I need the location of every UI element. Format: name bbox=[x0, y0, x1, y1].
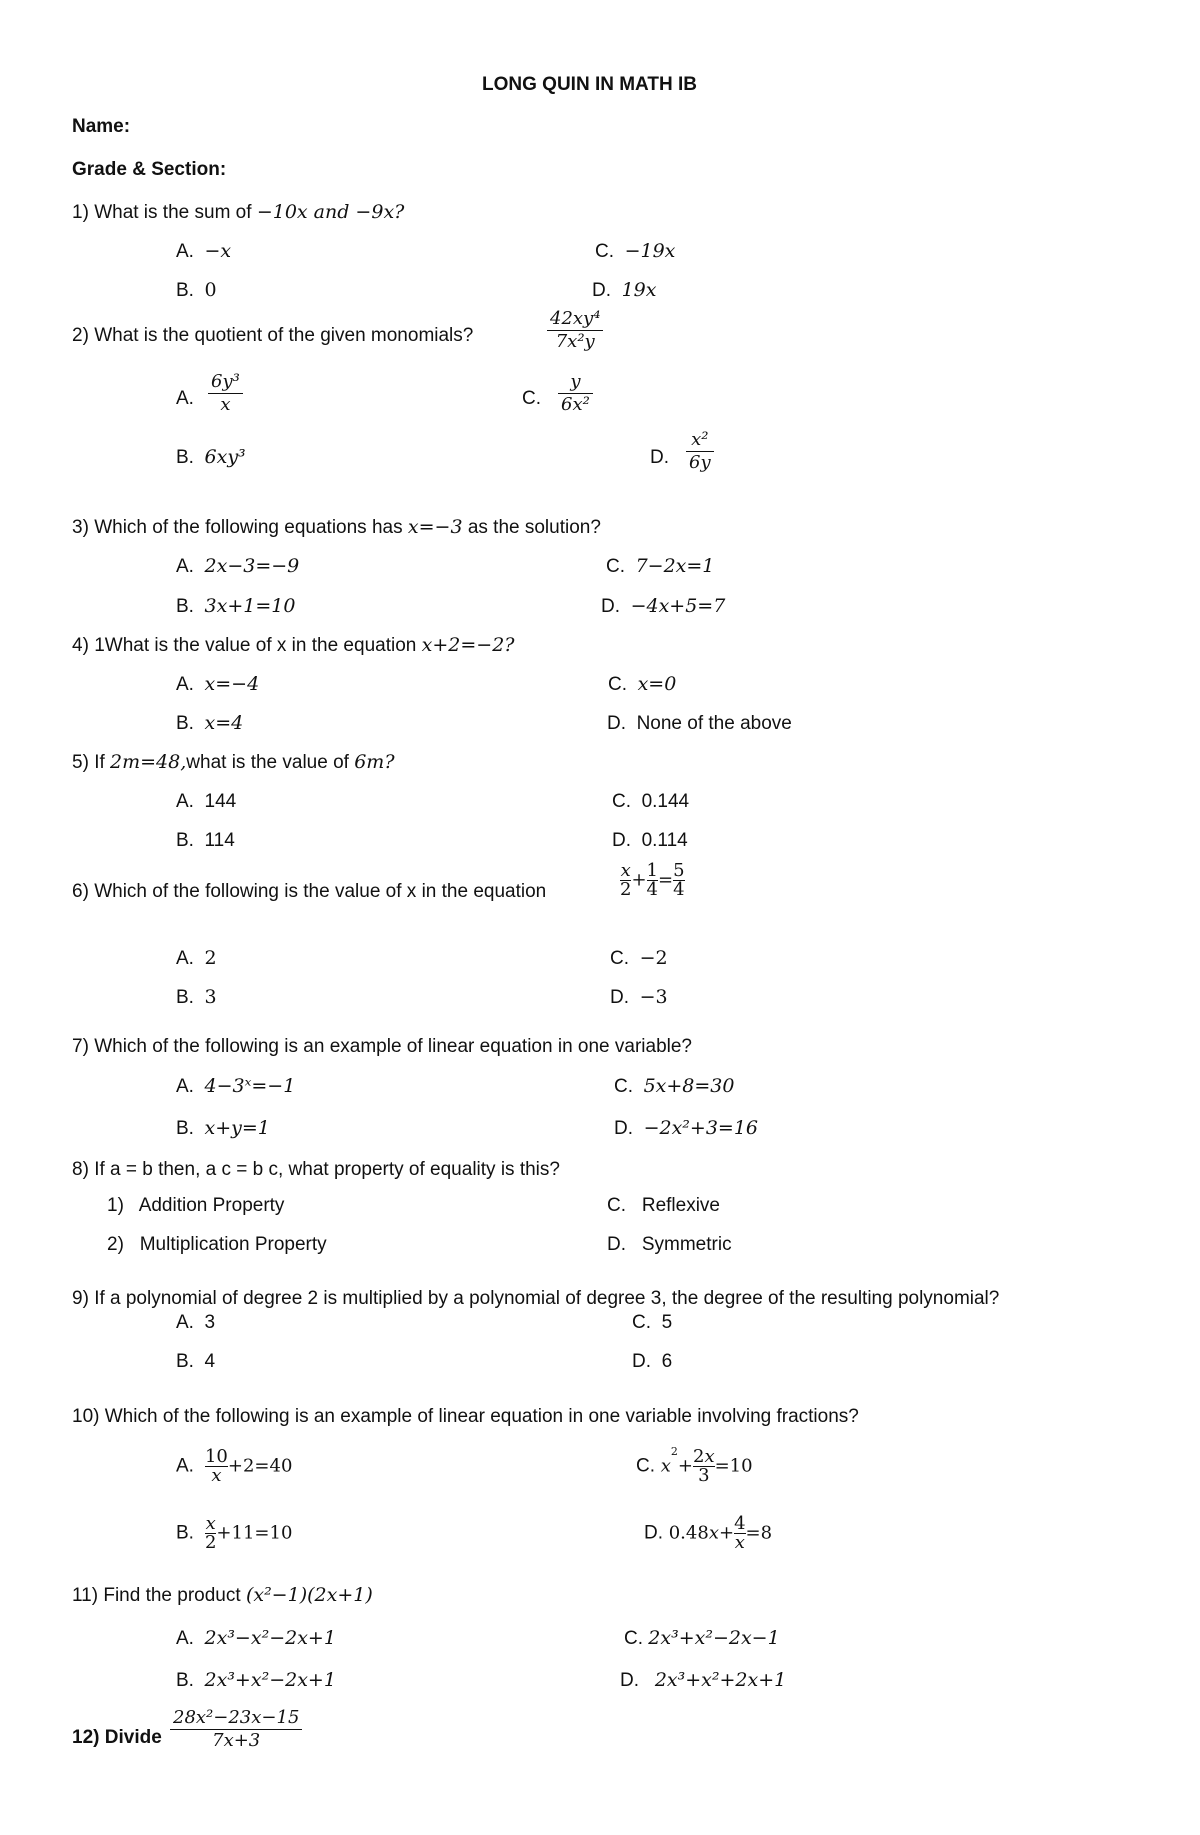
q3-choice-d[interactable]: D. −4x+5=7 bbox=[601, 595, 726, 617]
q2-choice-c-letter[interactable]: C. bbox=[522, 388, 541, 409]
q4-choice-c[interactable]: C. x=0 bbox=[608, 673, 677, 695]
q11-choice-b[interactable]: B. 2x³+x²−2x+1 bbox=[176, 1669, 336, 1691]
question-8: 8) If a = b then, a c = b c, what property of equality is this? bbox=[72, 1159, 560, 1180]
q6-equation: $\frac{x}{2}$ + $\frac{1}{4}$ = $\frac{5}{4}$ bbox=[620, 860, 685, 900]
q2-choice-c[interactable]: y 6x² bbox=[558, 372, 593, 415]
q4-choice-d[interactable]: D. None of the above bbox=[607, 713, 792, 734]
q1-choice-a[interactable]: A. −x bbox=[176, 240, 232, 262]
q5-choice-b[interactable]: B. 114 bbox=[176, 830, 235, 851]
q8-choice-d[interactable]: D. Symmetric bbox=[607, 1234, 732, 1255]
q9-choice-a[interactable]: A. 3 bbox=[176, 1312, 216, 1333]
q5-choice-a[interactable]: A. 144 bbox=[176, 791, 237, 812]
q10-choice-c[interactable]: C. $x^2+$ $\frac{2x}{3}$ =10 bbox=[636, 1445, 753, 1486]
question-10: 10) Which of the following is an example of linear equation in one variable involving fractions? bbox=[72, 1406, 859, 1427]
q2-fraction: 42xy⁴ 7x²y bbox=[547, 309, 603, 352]
q3-choice-a[interactable]: A. 2x−3=−9 bbox=[176, 555, 300, 577]
grade-section-label: Grade & Section: bbox=[72, 159, 227, 180]
q2-choice-a[interactable]: 6y³ x bbox=[208, 372, 243, 415]
q2-choice-a-letter[interactable]: A. bbox=[176, 388, 194, 409]
question-4: 4) 1What is the value of x in the equation x+2=−2? bbox=[72, 634, 515, 656]
q11-choice-c[interactable]: C. 2x³+x²−2x−1 bbox=[624, 1627, 780, 1649]
q2-choice-d-letter[interactable]: D. bbox=[650, 447, 669, 468]
q4-choice-a[interactable]: A. x=−4 bbox=[176, 673, 260, 695]
q5-choice-c[interactable]: C. 0.144 bbox=[612, 791, 690, 812]
q4-choice-b[interactable]: B. x=4 bbox=[176, 712, 244, 734]
name-label: Name: bbox=[72, 116, 131, 137]
q6-choice-c[interactable]: C. −2 bbox=[610, 947, 668, 969]
q7-choice-c[interactable]: C. 5x+8=30 bbox=[614, 1075, 735, 1097]
q8-choice-c[interactable]: C. Reflexive bbox=[607, 1195, 720, 1216]
page-title: LONG QUIN IN MATH IB bbox=[482, 74, 697, 95]
question-12: 12) Divide bbox=[72, 1727, 162, 1748]
question-1: 1) What is the sum of −10x and −9x? bbox=[72, 201, 405, 223]
question-5: 5) If 2m=48,what is the value of 6m? bbox=[72, 751, 395, 773]
q1-choice-b[interactable]: B. 0 bbox=[176, 279, 217, 301]
question-3: 3) Which of the following equations has x=−3 as the solution? bbox=[72, 516, 601, 538]
q9-choice-d[interactable]: D. 6 bbox=[632, 1351, 673, 1372]
q7-choice-d[interactable]: D. −2x²+3=16 bbox=[614, 1117, 759, 1139]
q10-choice-d[interactable]: D. 0.48x+ $\frac{4}{x}$ =8 bbox=[644, 1513, 773, 1553]
question-9: 9) If a polynomial of degree 2 is multiplied by a polynomial of degree 3, the degree of the resulting polynomial? bbox=[72, 1288, 1000, 1309]
q1-choice-c[interactable]: C. −19x bbox=[595, 240, 676, 262]
question-7: 7) Which of the following is an example of linear equation in one variable? bbox=[72, 1036, 692, 1057]
q6-choice-b[interactable]: B. 3 bbox=[176, 986, 217, 1008]
q2-choice-b[interactable]: B. 6xy³ bbox=[176, 446, 246, 468]
question-11: 11) Find the product (x²−1)(2x+1) bbox=[72, 1584, 373, 1606]
q6-choice-a[interactable]: A. 2 bbox=[176, 947, 217, 969]
q7-choice-a[interactable]: A. 4−3ˣ=−1 bbox=[176, 1075, 296, 1097]
q8-choice-2[interactable]: 2) Multiplication Property bbox=[107, 1234, 327, 1255]
q5-choice-d[interactable]: D. 0.114 bbox=[612, 830, 688, 851]
q1-choice-d[interactable]: D. 19x bbox=[592, 279, 657, 301]
q11-choice-a[interactable]: A. 2x³−x²−2x+1 bbox=[176, 1627, 336, 1649]
q8-choice-1[interactable]: 1) Addition Property bbox=[107, 1195, 285, 1216]
q3-choice-b[interactable]: B. 3x+1=10 bbox=[176, 595, 296, 617]
q7-choice-b[interactable]: B. x+y=1 bbox=[176, 1117, 270, 1139]
q9-choice-c[interactable]: C. 5 bbox=[632, 1312, 673, 1333]
q10-choice-b[interactable]: B. $\frac{x}{2}$ +11=10 bbox=[176, 1513, 293, 1553]
q3-choice-c[interactable]: C. 7−2x=1 bbox=[606, 555, 715, 577]
q11-choice-d[interactable]: D. 2x³+x²+2x+1 bbox=[620, 1669, 787, 1691]
q10-choice-a[interactable]: A. $\frac{10}{x}$ +2=40 bbox=[176, 1446, 293, 1486]
q9-choice-b[interactable]: B. 4 bbox=[176, 1351, 216, 1372]
question-2: 2) What is the quotient of the given monomials? bbox=[72, 325, 474, 346]
question-6: 6) Which of the following is the value of x in the equation bbox=[72, 881, 547, 902]
q12-fraction: 28x²−23x−15 7x+3 bbox=[170, 1708, 302, 1751]
q6-choice-d[interactable]: D. −3 bbox=[610, 986, 668, 1008]
q2-choice-d[interactable]: x² 6y bbox=[686, 430, 714, 473]
